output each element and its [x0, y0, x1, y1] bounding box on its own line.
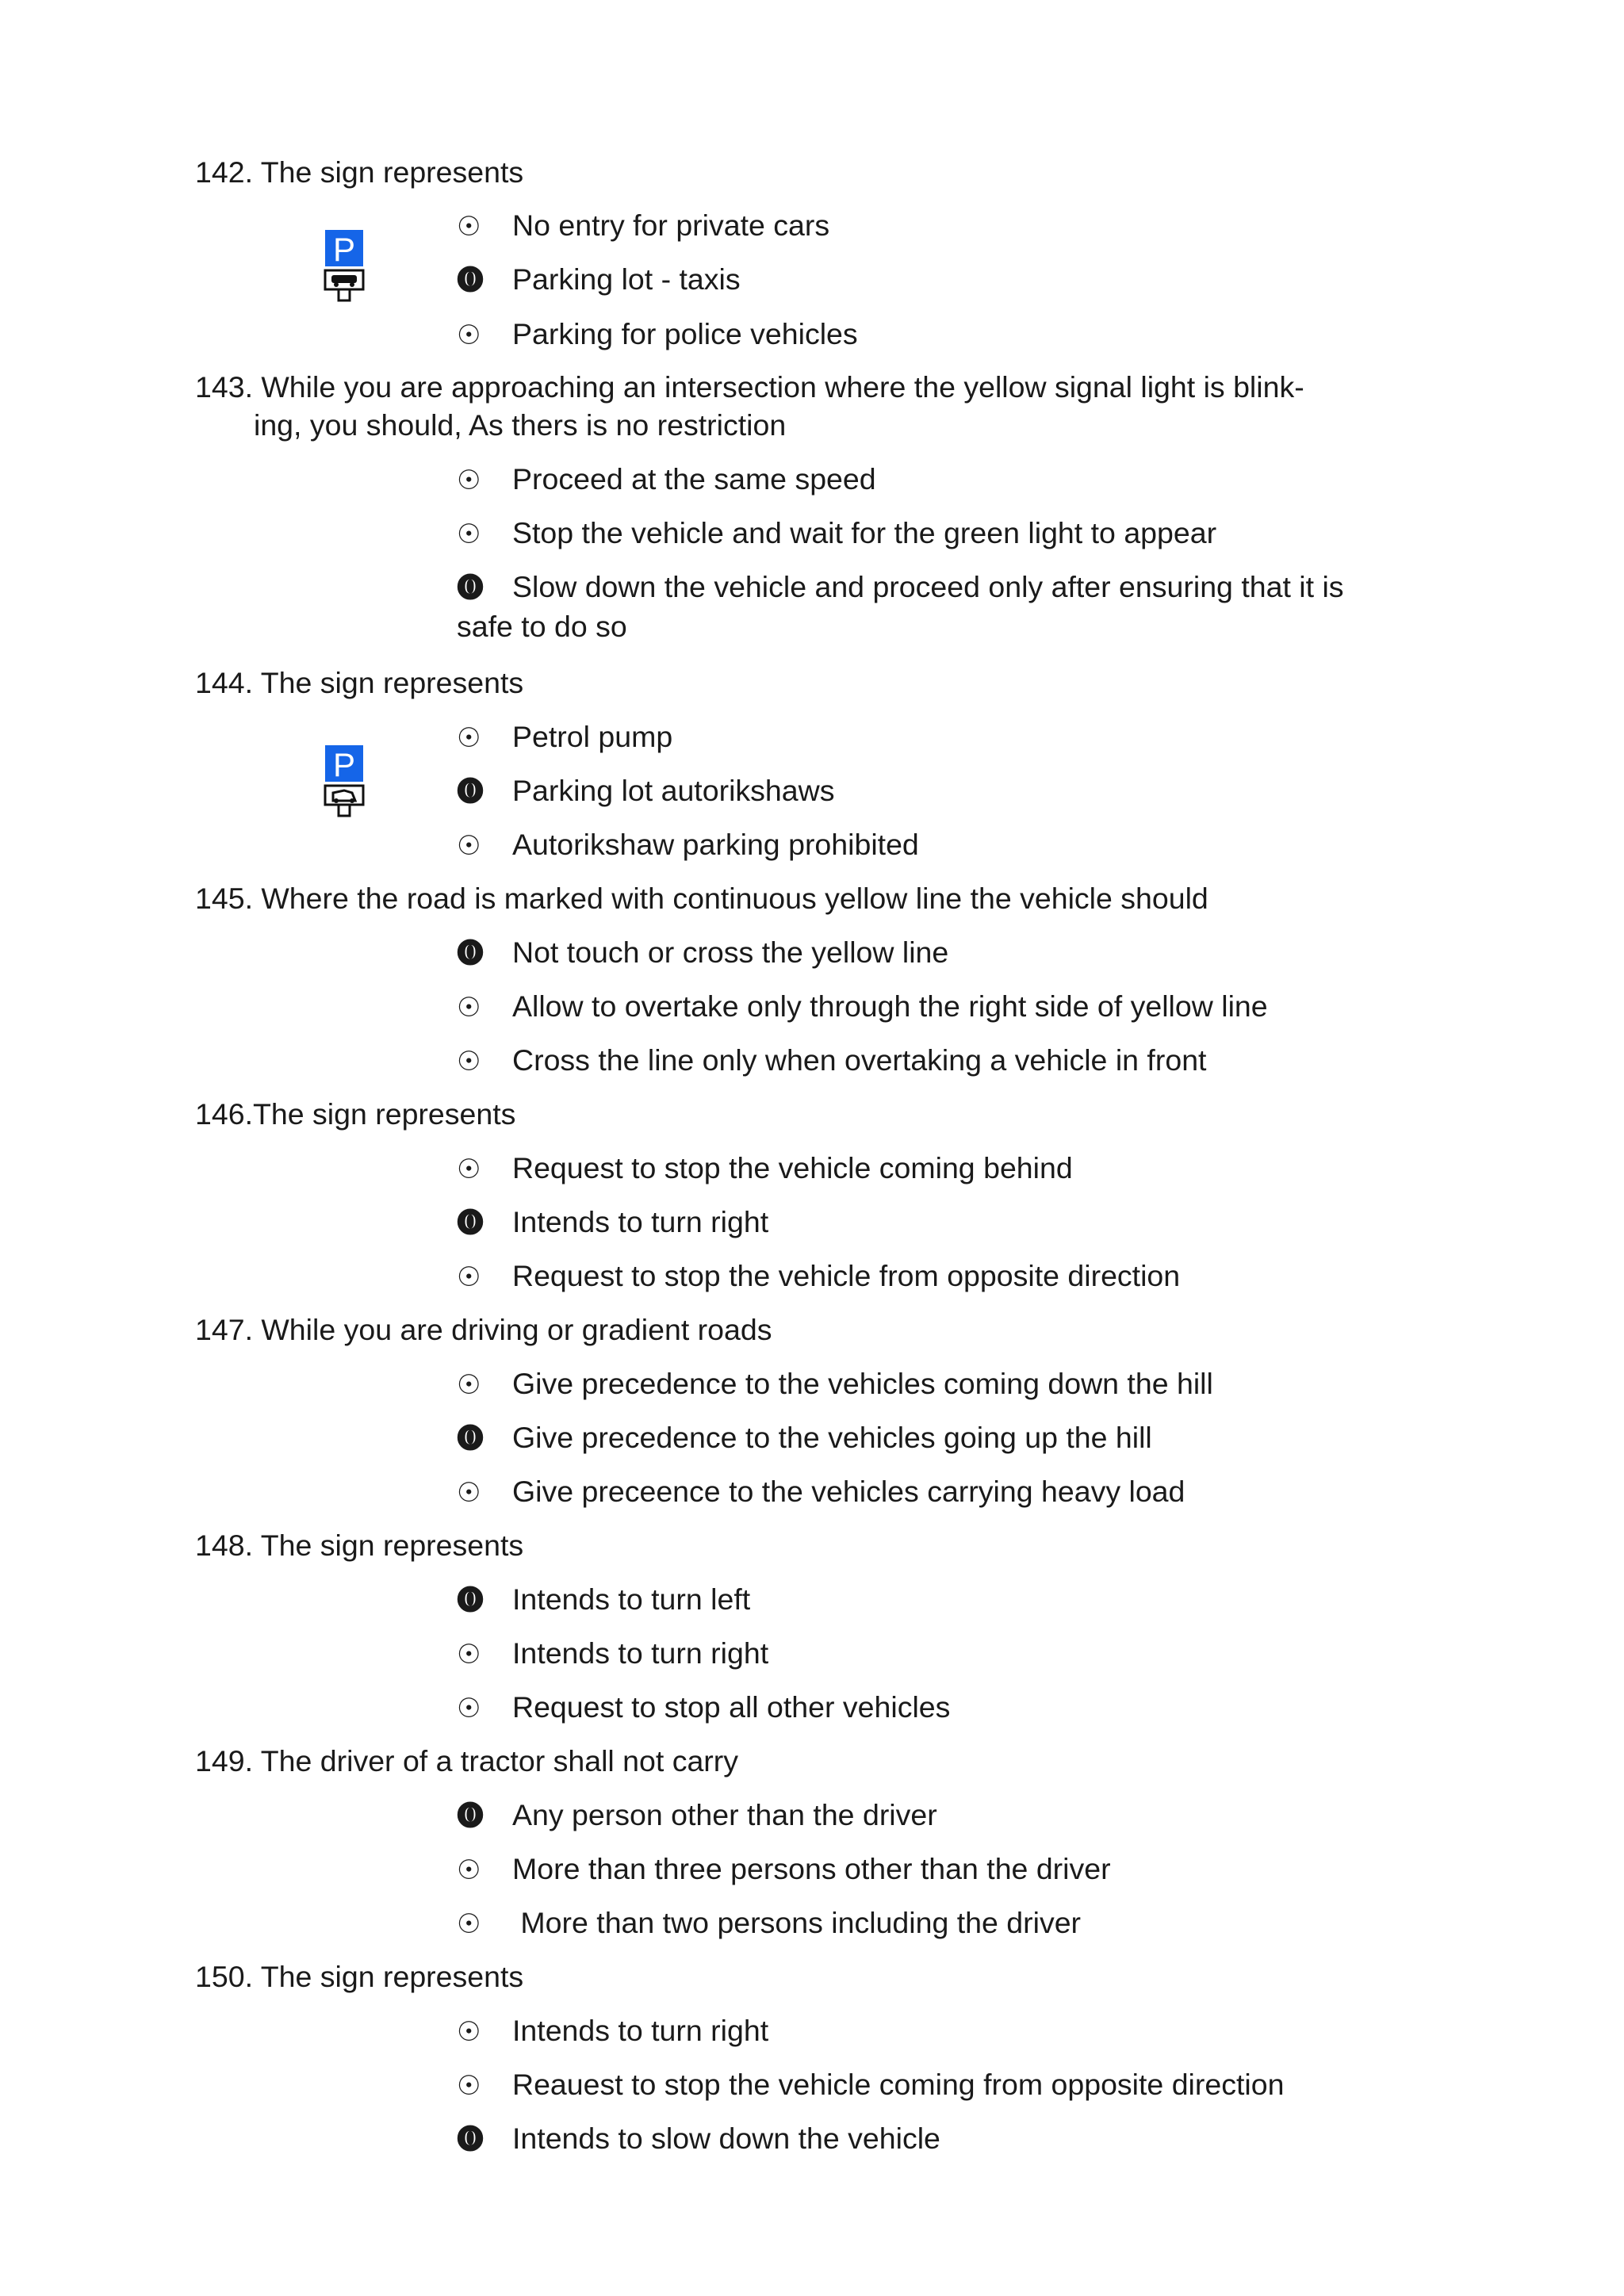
radio-unselected-icon: ☉: [457, 1047, 481, 1077]
option-148-b[interactable]: ☉ Intends to turn right: [457, 1634, 768, 1674]
option-145-c[interactable]: ☉ Cross the line only when overtaking a vehicle in front: [457, 1041, 1206, 1081]
option-150-c[interactable]: ⓿ Intends to slow down the vehicle: [457, 2119, 940, 2159]
question-146-title: 146.The sign represents: [195, 1097, 516, 1131]
option-146-c[interactable]: ☉ Request to stop the vehicle from opposite direction: [457, 1257, 1180, 1296]
svg-text:P: P: [332, 746, 356, 783]
radio-unselected-icon: ☉: [457, 519, 481, 549]
radio-unselected-icon: ☉: [457, 320, 481, 350]
radio-selected-icon: ⓿: [457, 2125, 484, 2155]
radio-unselected-icon: ☉: [457, 1262, 481, 1292]
option-149-c[interactable]: ☉ More than two persons including the driver: [457, 1904, 1081, 1943]
radio-unselected-icon: ☉: [457, 1478, 481, 1508]
radio-selected-icon: ⓿: [457, 1424, 484, 1454]
radio-unselected-icon: ☉: [457, 1154, 481, 1184]
radio-selected-icon: ⓿: [457, 1801, 484, 1831]
radio-selected-icon: ⓿: [457, 266, 484, 296]
option-146-b[interactable]: ⓿ Intends to turn right: [457, 1203, 768, 1242]
parking-autorickshaw-sign-icon: [322, 745, 366, 825]
radio-unselected-icon: ☉: [457, 723, 481, 753]
radio-selected-icon: ⓿: [457, 777, 484, 807]
option-144-c[interactable]: ☉ Autorikshaw parking prohibited: [457, 825, 919, 865]
question-148-title: 148. The sign represents: [195, 1529, 524, 1562]
radio-selected-icon: ⓿: [457, 1586, 484, 1616]
question-145-title: 145. Where the road is marked with continuous yellow line the vehicle should: [195, 882, 1208, 915]
option-148-a[interactable]: ⓿ Intends to turn left: [457, 1580, 750, 1620]
radio-selected-icon: ⓿: [457, 939, 484, 969]
option-142-a[interactable]: ☉ No entry for private cars: [457, 206, 829, 246]
option-143-c[interactable]: ⓿ Slow down the vehicle and proceed only after ensuring that it is safe to do so: [457, 570, 1344, 643]
radio-selected-icon: ⓿: [457, 573, 484, 603]
option-145-a[interactable]: ⓿ Not touch or cross the yellow line: [457, 933, 948, 973]
option-144-a[interactable]: ☉ Petrol pump: [457, 718, 672, 757]
question-150-title: 150. The sign represents: [195, 1960, 524, 1993]
parking-taxi-sign-icon: [322, 230, 366, 309]
radio-unselected-icon: ☉: [457, 831, 481, 861]
radio-unselected-icon: ☉: [457, 212, 481, 242]
radio-unselected-icon: ☉: [457, 2017, 481, 2047]
radio-unselected-icon: ☉: [457, 1370, 481, 1400]
radio-unselected-icon: ☉: [457, 1693, 481, 1724]
radio-unselected-icon: ☉: [457, 465, 481, 496]
option-147-c[interactable]: ☉ Give preceence to the vehicles carrying heavy load: [457, 1472, 1185, 1512]
svg-text:P: P: [332, 231, 356, 268]
option-145-b[interactable]: ☉ Allow to overtake only through the right side of yellow line: [457, 987, 1268, 1027]
option-147-b[interactable]: ⓿ Give precedence to the vehicles going up the hill: [457, 1418, 1152, 1458]
option-144-b[interactable]: ⓿ Parking lot autorikshaws: [457, 771, 834, 811]
option-150-a[interactable]: ☉ Intends to turn right: [457, 2011, 768, 2051]
radio-unselected-icon: ☉: [457, 2071, 481, 2101]
option-143-a[interactable]: ☉ Proceed at the same speed: [457, 460, 876, 499]
option-142-c[interactable]: ☉ Parking for police vehicles: [457, 315, 858, 354]
option-148-c[interactable]: ☉ Request to stop all other vehicles: [457, 1688, 950, 1728]
question-143-title: 143. While you are approaching an intersection where the yellow signal light is blink- ing, you should, As thers is no restriction: [195, 370, 1304, 442]
question-142-title: 142. The sign represents: [195, 155, 524, 189]
question-147-title: 147. While you are driving or gradient roads: [195, 1313, 772, 1346]
option-146-a[interactable]: ☉ Request to stop the vehicle coming behind: [457, 1149, 1073, 1188]
option-147-a[interactable]: ☉ Give precedence to the vehicles coming down the hill: [457, 1364, 1213, 1404]
question-149-title: 149. The driver of a tractor shall not carry: [195, 1744, 739, 1777]
option-143-b[interactable]: ☉ Stop the vehicle and wait for the green light to appear: [457, 514, 1216, 553]
option-142-b[interactable]: ⓿ Parking lot - taxis: [457, 260, 741, 300]
radio-unselected-icon: ☉: [457, 993, 481, 1023]
radio-selected-icon: ⓿: [457, 1208, 484, 1238]
option-149-a[interactable]: ⓿ Any person other than the driver: [457, 1796, 937, 1835]
radio-unselected-icon: ☉: [457, 1640, 481, 1670]
question-144-title: 144. The sign represents: [195, 666, 524, 699]
radio-unselected-icon: ☉: [457, 1909, 481, 1939]
radio-unselected-icon: ☉: [457, 1855, 481, 1885]
option-149-b[interactable]: ☉ More than three persons other than the driver: [457, 1850, 1111, 1889]
option-150-b[interactable]: ☉ Reauest to stop the vehicle coming from opposite direction: [457, 2065, 1284, 2105]
